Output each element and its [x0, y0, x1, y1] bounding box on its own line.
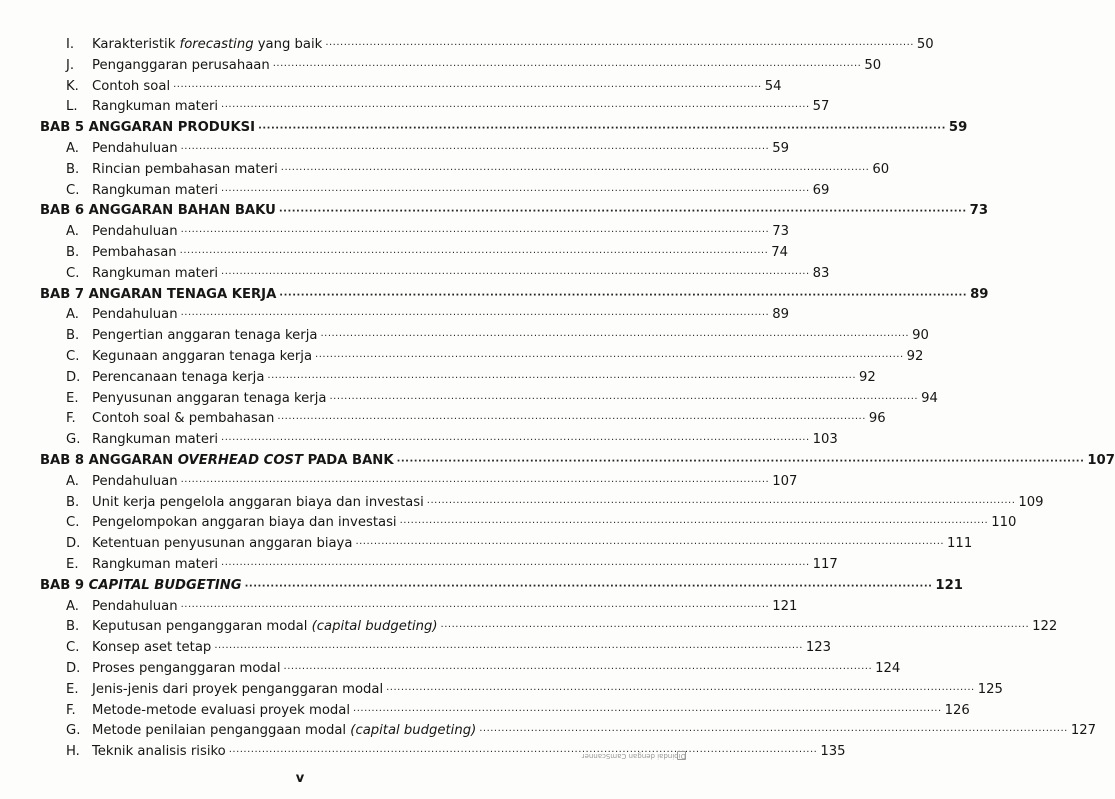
toc-page-number: 59: [948, 120, 968, 136]
toc-item-letter: B.: [66, 328, 80, 344]
toc-item-row: [40, 56, 882, 77]
toc-item-title: [92, 409, 274, 430]
toc-item-letter: D.: [66, 536, 81, 552]
toc-page-number: 94: [921, 390, 938, 406]
toc-chapter-title: [40, 201, 276, 222]
title-segment: (capital budgeting): [350, 723, 477, 739]
toc-page-number: 89: [772, 307, 789, 323]
toc-item-letter: B.: [66, 619, 80, 635]
toc-item-letter: F.: [66, 702, 76, 718]
watermark-text: Dipindai dengan CamScanner: [581, 752, 686, 760]
toc-item-title: [92, 513, 397, 534]
title-segment: BAB 5 ANGGARAN PRODUKSI: [40, 120, 256, 136]
toc-item-row: [40, 555, 838, 576]
toc-page-number: 127: [1070, 723, 1096, 739]
title-segment: BAB 8 ANGGARAN: [40, 452, 178, 468]
title-segment: BAB 6 ANGGARAN BAHAN BAKU: [40, 203, 276, 219]
toc-item-row: [40, 160, 890, 181]
dot-leader: [221, 98, 810, 119]
toc-item-letter: D.: [66, 660, 81, 676]
title-segment: forecasting: [179, 37, 254, 52]
title-segment: Pendahuluan: [92, 473, 178, 489]
toc-item-row: [40, 222, 789, 243]
title-segment: Pendahuluan: [92, 598, 178, 614]
toc-item-title: [92, 555, 218, 576]
toc-item-row: [40, 534, 973, 555]
toc-item-letter: G.: [66, 432, 81, 448]
title-segment: Ketentuan penyusunan anggaran biaya: [92, 536, 353, 552]
toc-item-title: [92, 430, 218, 451]
toc-item-letter: A.: [66, 598, 79, 614]
dot-leader: [273, 57, 862, 78]
toc-item-row: [40, 638, 832, 659]
toc-item-title: [92, 534, 352, 555]
toc-item-row: [40, 721, 1096, 742]
toc-page-number: 123: [805, 640, 832, 656]
toc-page-number: 96: [868, 411, 886, 427]
toc-item-letter: E.: [66, 556, 79, 572]
toc-item-row: [40, 77, 782, 98]
dot-leader: [315, 348, 904, 369]
toc-item-letter: A.: [66, 473, 79, 489]
toc-item-row: [40, 326, 929, 347]
toc-page-number: 92: [859, 369, 876, 385]
toc-item-letter: L.: [66, 99, 78, 115]
dot-leader: [181, 140, 770, 161]
toc-page-number: 60: [872, 161, 890, 177]
dot-leader: [181, 598, 770, 619]
toc-item-letter: B.: [66, 244, 80, 260]
toc-page-number: 50: [864, 57, 882, 73]
toc-page-number: 121: [772, 598, 798, 614]
toc-item-letter: C.: [66, 182, 80, 198]
title-segment: Teknik analisis risiko: [92, 744, 226, 760]
toc-page-number: 69: [812, 182, 830, 198]
title-segment: PADA BANK: [303, 452, 394, 468]
toc-item-title: [92, 181, 218, 202]
title-segment: BAB 7 ANGARAN TENAGA KERJA: [40, 286, 277, 302]
title-segment: Jenis-jenis dari proyek penganggaran modal: [92, 681, 384, 697]
dot-leader: [221, 431, 810, 452]
title-segment: Penganggaran perusahaan: [92, 57, 270, 73]
dot-leader: [479, 722, 1068, 743]
dot-leader: [267, 369, 856, 390]
toc-page-number: 107: [772, 473, 798, 489]
dot-leader: [221, 265, 810, 286]
dot-leader: [279, 286, 967, 307]
toc-item-title: [92, 97, 218, 118]
toc-item-row: [40, 409, 886, 430]
toc-item-letter: G.: [66, 723, 81, 739]
toc-item-row: [40, 701, 970, 722]
title-segment: Contoh soal: [92, 78, 171, 94]
toc-page-number: 109: [1018, 494, 1044, 510]
toc-page-number: 89: [970, 286, 989, 302]
toc-item-title: [92, 493, 424, 514]
toc-item-row: [40, 680, 1003, 701]
toc-item-title: [92, 701, 350, 722]
title-segment: Rangkuman materi: [92, 265, 219, 281]
title-segment: Contoh soal & pembahasan: [92, 411, 275, 427]
toc-item-title: [92, 659, 281, 680]
toc-page-number: 50: [916, 37, 934, 52]
toc-item-row: [40, 430, 838, 451]
title-segment: Pengelompokan anggaran biaya dan investasi: [92, 515, 397, 531]
toc-chapter-title: [40, 118, 255, 139]
toc-item-row: [40, 617, 1058, 638]
title-segment: Pendahuluan: [92, 307, 178, 323]
toc-item-row: [40, 597, 798, 618]
toc-item-row: [40, 472, 798, 493]
toc-item-row: [40, 35, 934, 56]
toc-item-row: [40, 493, 1044, 514]
toc-item-row: [40, 243, 789, 264]
toc-item-letter: A.: [66, 224, 79, 240]
toc-page-number: 74: [771, 244, 789, 260]
dot-leader: [320, 327, 909, 348]
toc-item-letter: J.: [66, 57, 75, 73]
dot-leader: [427, 494, 1016, 515]
toc-item-title: [92, 139, 178, 160]
toc-item-title: [92, 617, 438, 638]
toc-item-title: [92, 389, 326, 410]
toc-item-row: [40, 305, 789, 326]
toc-item-letter: B.: [66, 494, 80, 510]
dot-leader: [441, 618, 1030, 639]
dot-leader: [277, 410, 866, 431]
toc-page-number: 90: [912, 328, 929, 344]
toc-chapter-row: [40, 451, 1115, 472]
toc-chapter-title: [40, 576, 242, 597]
title-segment: BAB 9: [40, 577, 89, 593]
toc-item-letter: E.: [66, 681, 79, 697]
toc-item-title: [92, 597, 178, 618]
dot-leader: [329, 390, 918, 411]
toc-page-number: 57: [812, 99, 830, 115]
title-segment: Rangkuman materi: [92, 556, 219, 572]
title-segment: Keputusan penganggaran modal: [92, 619, 312, 635]
dot-leader: [221, 556, 810, 577]
toc-item-row: [40, 97, 830, 118]
toc-item-letter: E.: [66, 390, 79, 406]
title-segment: Pembahasan: [92, 244, 177, 260]
toc-item-letter: C.: [66, 265, 80, 281]
title-segment: Kegunaan anggaran tenaga kerja: [92, 348, 313, 364]
toc-item-title: [92, 326, 317, 347]
toc-chapter-title: [40, 451, 394, 472]
dot-leader: [229, 743, 818, 764]
toc-page-number: 54: [764, 78, 782, 94]
dot-leader: [284, 660, 873, 681]
toc-item-letter: D.: [66, 369, 81, 385]
toc-item-title: [92, 77, 170, 98]
toc-page-number: 73: [772, 224, 789, 240]
toc-chapter-title: [40, 285, 276, 306]
toc-chapter-row: [40, 201, 989, 222]
toc-page-number: 83: [812, 265, 830, 281]
toc-page-number: 125: [977, 681, 1003, 697]
toc-item-row: [40, 659, 901, 680]
toc-chapter-row: [40, 576, 963, 597]
dot-leader: [279, 202, 967, 223]
toc-page-number: 126: [944, 702, 970, 718]
toc-chapter-row: [40, 285, 989, 306]
toc-item-row: [40, 513, 1017, 534]
toc-item-row: [40, 389, 938, 410]
title-segment: Metode-metode evaluasi proyek modal: [92, 702, 351, 718]
title-segment: Karakteristik: [92, 37, 180, 52]
toc-page-number: 124: [875, 660, 901, 676]
toc-page-number: 103: [812, 432, 838, 448]
dot-leader: [281, 161, 870, 182]
title-segment: Proses penganggaran modal: [92, 660, 281, 676]
toc-page-number: 59: [772, 140, 789, 156]
title-segment: Metode penilaian penganggaan modal: [92, 723, 351, 739]
dot-leader: [397, 452, 1085, 473]
title-segment: Konsep aset tetap: [92, 640, 212, 656]
toc-page-number: 117: [812, 556, 838, 572]
title-segment: Rangkuman materi: [92, 432, 219, 448]
toc-item-letter: A.: [66, 140, 79, 156]
toc-page-number: 121: [935, 577, 963, 593]
dot-leader: [173, 78, 762, 99]
title-segment: Perencanaan tenaga kerja: [92, 369, 265, 385]
toc-item-title: [92, 35, 322, 56]
toc-item-title: [92, 638, 211, 659]
toc-item-title: [92, 56, 270, 77]
dot-leader: [214, 639, 803, 660]
title-segment: CAPITAL BUDGETING: [88, 577, 242, 593]
toc-item-letter: C.: [66, 515, 80, 531]
toc-item-letter: H.: [66, 744, 80, 760]
title-segment: Rangkuman materi: [92, 99, 219, 115]
title-segment: Penyusunan anggaran tenaga kerja: [92, 390, 327, 406]
toc-item-letter: F.: [66, 411, 76, 427]
toc-page-number: 92: [906, 348, 924, 364]
toc-item-title: [92, 264, 218, 285]
toc-item-title: [92, 368, 264, 389]
title-segment: OVERHEAD COST: [177, 452, 304, 468]
toc-item-row: [40, 181, 830, 202]
toc-item-letter: K.: [66, 78, 79, 94]
toc-item-letter: C.: [66, 348, 80, 364]
title-segment: (capital budgeting): [311, 619, 438, 635]
toc-item-title: [92, 243, 177, 264]
toc-item-title: [92, 472, 178, 493]
title-segment: Rangkuman materi: [92, 182, 219, 198]
toc-page-number: 73: [969, 203, 989, 219]
title-segment: Rincian pembahasan materi: [92, 161, 278, 177]
toc-item-title: [92, 222, 178, 243]
page-number: v: [295, 771, 305, 786]
title-segment: Pendahuluan: [92, 140, 178, 156]
toc-item-row: [40, 139, 789, 160]
title-segment: Pendahuluan: [92, 224, 178, 240]
toc-item-title: [92, 721, 476, 742]
dot-leader: [353, 702, 942, 723]
dot-leader: [181, 473, 770, 494]
dot-leader: [181, 306, 770, 327]
dot-leader: [181, 223, 770, 244]
title-segment: yang baik: [253, 37, 323, 52]
toc-item-title: [92, 160, 278, 181]
dot-leader: [221, 182, 810, 203]
toc-page-number: 122: [1032, 619, 1058, 635]
title-segment: Unit kerja pengelola anggaran biaya dan investasi: [92, 494, 424, 510]
toc-item-row: [40, 368, 876, 389]
dot-leader: [386, 681, 975, 702]
toc-page-number: 135: [820, 744, 846, 760]
toc-item-letter: I.: [66, 37, 75, 52]
toc-page-number: 110: [991, 515, 1017, 531]
scanner-watermark: [581, 660, 686, 760]
toc-page-number: 107: [1087, 452, 1115, 468]
toc-item-letter: C.: [66, 640, 80, 656]
toc-item-row: [40, 264, 830, 285]
toc-item-row: [40, 347, 924, 368]
dot-leader: [245, 577, 933, 598]
dot-leader: [180, 244, 769, 265]
title-segment: Pengertian anggaran tenaga kerja: [92, 328, 318, 344]
toc-item-title: [92, 680, 383, 701]
toc-item-title: [92, 347, 312, 368]
toc-page-number: 111: [947, 536, 973, 552]
dot-leader: [258, 119, 946, 140]
dot-leader: [400, 514, 989, 535]
toc-item-letter: A.: [66, 307, 79, 323]
toc-item-letter: B.: [66, 161, 80, 177]
toc-item-title: [92, 742, 226, 763]
dot-leader: [325, 36, 914, 57]
toc-item-title: [92, 305, 178, 326]
toc-chapter-row: [40, 118, 968, 139]
dot-leader: [355, 535, 944, 556]
